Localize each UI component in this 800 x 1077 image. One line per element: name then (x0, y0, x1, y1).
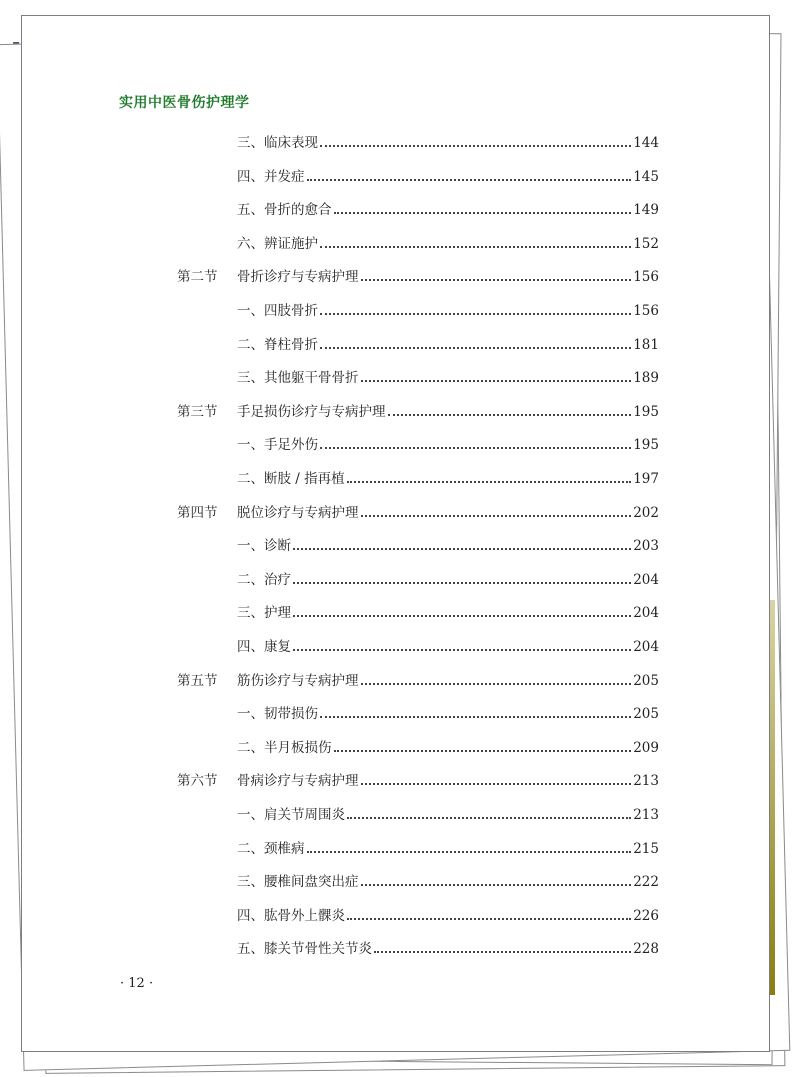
section-number: 第六节 (177, 773, 218, 790)
leader-dots (361, 683, 632, 685)
leader-dots (361, 783, 632, 785)
leader-dots (334, 750, 632, 752)
leader-dots (320, 145, 631, 147)
entry-page-number: 226 (633, 907, 659, 924)
section-number: 第四节 (177, 504, 218, 521)
leader-dots (361, 380, 632, 382)
entry-title: 二、脊柱骨折 (237, 336, 318, 353)
section-number: 第三节 (177, 403, 218, 420)
leader-dots (361, 884, 632, 886)
leader-dots (361, 279, 632, 281)
entry-page-number: 152 (633, 235, 659, 252)
entry-page-number: 144 (633, 135, 659, 151)
toc-entry (237, 635, 659, 657)
toc-entry (237, 837, 659, 859)
entry-title: 二、断肢 / 指再植 (237, 471, 345, 487)
entry-title: 二、治疗 (237, 571, 291, 588)
toc-entry (237, 299, 659, 321)
toc-entry (237, 702, 659, 724)
book-page (21, 15, 770, 1052)
running-header: 实用中医骨伤护理学 (119, 95, 250, 111)
leader-dots (320, 313, 631, 315)
toc-entry (237, 366, 659, 388)
leader-dots (388, 414, 632, 416)
leader-dots (320, 447, 631, 449)
leader-dots (307, 851, 632, 853)
entry-page-number: 213 (633, 807, 659, 823)
leader-dots (347, 481, 632, 483)
entry-page-number: 202 (633, 504, 659, 521)
entry-title: 一、韧带损伤 (237, 706, 318, 723)
leader-dots (334, 212, 632, 214)
leader-dots (293, 548, 631, 550)
toc-entry (237, 232, 659, 254)
entry-title: 四、并发症 (237, 168, 305, 185)
entry-page-number: 149 (633, 202, 659, 219)
entry-page-number: 189 (633, 370, 659, 387)
leader-dots (374, 951, 631, 953)
leader-dots (320, 347, 631, 349)
leader-dots (320, 716, 631, 718)
entry-title: 脱位诊疗与专病护理 (237, 504, 359, 521)
leader-dots (307, 179, 632, 181)
toc-entry (237, 601, 659, 623)
entry-title: 二、半月板损伤 (237, 739, 332, 756)
toc-entry (237, 803, 659, 825)
entry-page-number: 195 (633, 437, 659, 454)
entry-page-number: 156 (633, 303, 659, 319)
toc-entry (237, 904, 659, 926)
leader-dots (347, 817, 631, 819)
entry-title: 三、临床表现 (237, 135, 318, 151)
toc-entry (237, 433, 659, 455)
entry-title: 骨病诊疗与专病护理 (237, 773, 359, 790)
entry-title: 二、颈椎病 (237, 840, 305, 857)
entry-title: 三、其他躯干骨骨折 (237, 370, 359, 387)
entry-title: 四、康复 (237, 639, 291, 655)
toc-section-entry (177, 769, 659, 791)
entry-page-number: 213 (633, 773, 659, 790)
entry-title: 一、四肢骨折 (237, 303, 318, 319)
toc-entry (237, 165, 659, 187)
entry-page-number: 203 (633, 538, 659, 555)
toc-entry (237, 333, 659, 355)
entry-page-number: 197 (633, 471, 659, 487)
entry-title: 一、手足外伤 (237, 437, 318, 454)
leader-dots (293, 582, 631, 584)
entry-page-number: 209 (633, 739, 659, 756)
entry-page-number: 145 (633, 168, 659, 185)
page-number: · 12 · (120, 976, 154, 991)
entry-page-number: 204 (633, 605, 659, 622)
entry-title: 筋伤诊疗与专病护理 (237, 672, 359, 689)
entry-title: 一、诊断 (237, 538, 291, 555)
toc-entry (237, 198, 659, 220)
entry-title: 三、腰椎间盘突出症 (237, 874, 359, 891)
leader-dots (293, 615, 631, 617)
toc-section-entry (177, 400, 659, 422)
section-number: 第二节 (177, 269, 218, 286)
entry-page-number: 204 (633, 571, 659, 588)
leader-dots (361, 515, 632, 517)
entry-title: 三、护理 (237, 605, 291, 622)
entry-title: 六、辨证施护 (237, 235, 318, 252)
entry-title: 骨折诊疗与专病护理 (237, 269, 359, 286)
toc-section-entry (177, 501, 659, 523)
toc-entry (237, 937, 659, 959)
entry-page-number: 205 (633, 706, 659, 723)
entry-title: 五、骨折的愈合 (237, 202, 332, 219)
entry-page-number: 228 (633, 941, 659, 958)
toc-entry (237, 870, 659, 892)
entry-page-number: 222 (633, 874, 659, 891)
leader-dots (347, 918, 631, 920)
entry-page-number: 205 (633, 672, 659, 689)
entry-page-number: 181 (633, 336, 659, 353)
toc-entry (237, 467, 659, 489)
toc-entry (237, 568, 659, 590)
section-number: 第五节 (177, 672, 218, 689)
leader-dots (293, 649, 631, 651)
toc-section-entry (177, 265, 659, 287)
entry-page-number: 195 (633, 403, 659, 420)
leader-dots (320, 246, 631, 248)
entry-title: 四、肱骨外上髁炎 (237, 907, 345, 924)
toc-entry (237, 534, 659, 556)
entry-page-number: 156 (633, 269, 659, 286)
toc-entry (237, 736, 659, 758)
entry-title: 一、肩关节周围炎 (237, 807, 345, 823)
toc-entry (237, 131, 659, 153)
entry-page-number: 215 (633, 840, 659, 857)
toc-section-entry (177, 669, 659, 691)
entry-page-number: 204 (633, 639, 659, 655)
entry-title: 五、膝关节骨性关节炎 (237, 941, 372, 958)
entry-title: 手足损伤诊疗与专病护理 (237, 403, 386, 420)
